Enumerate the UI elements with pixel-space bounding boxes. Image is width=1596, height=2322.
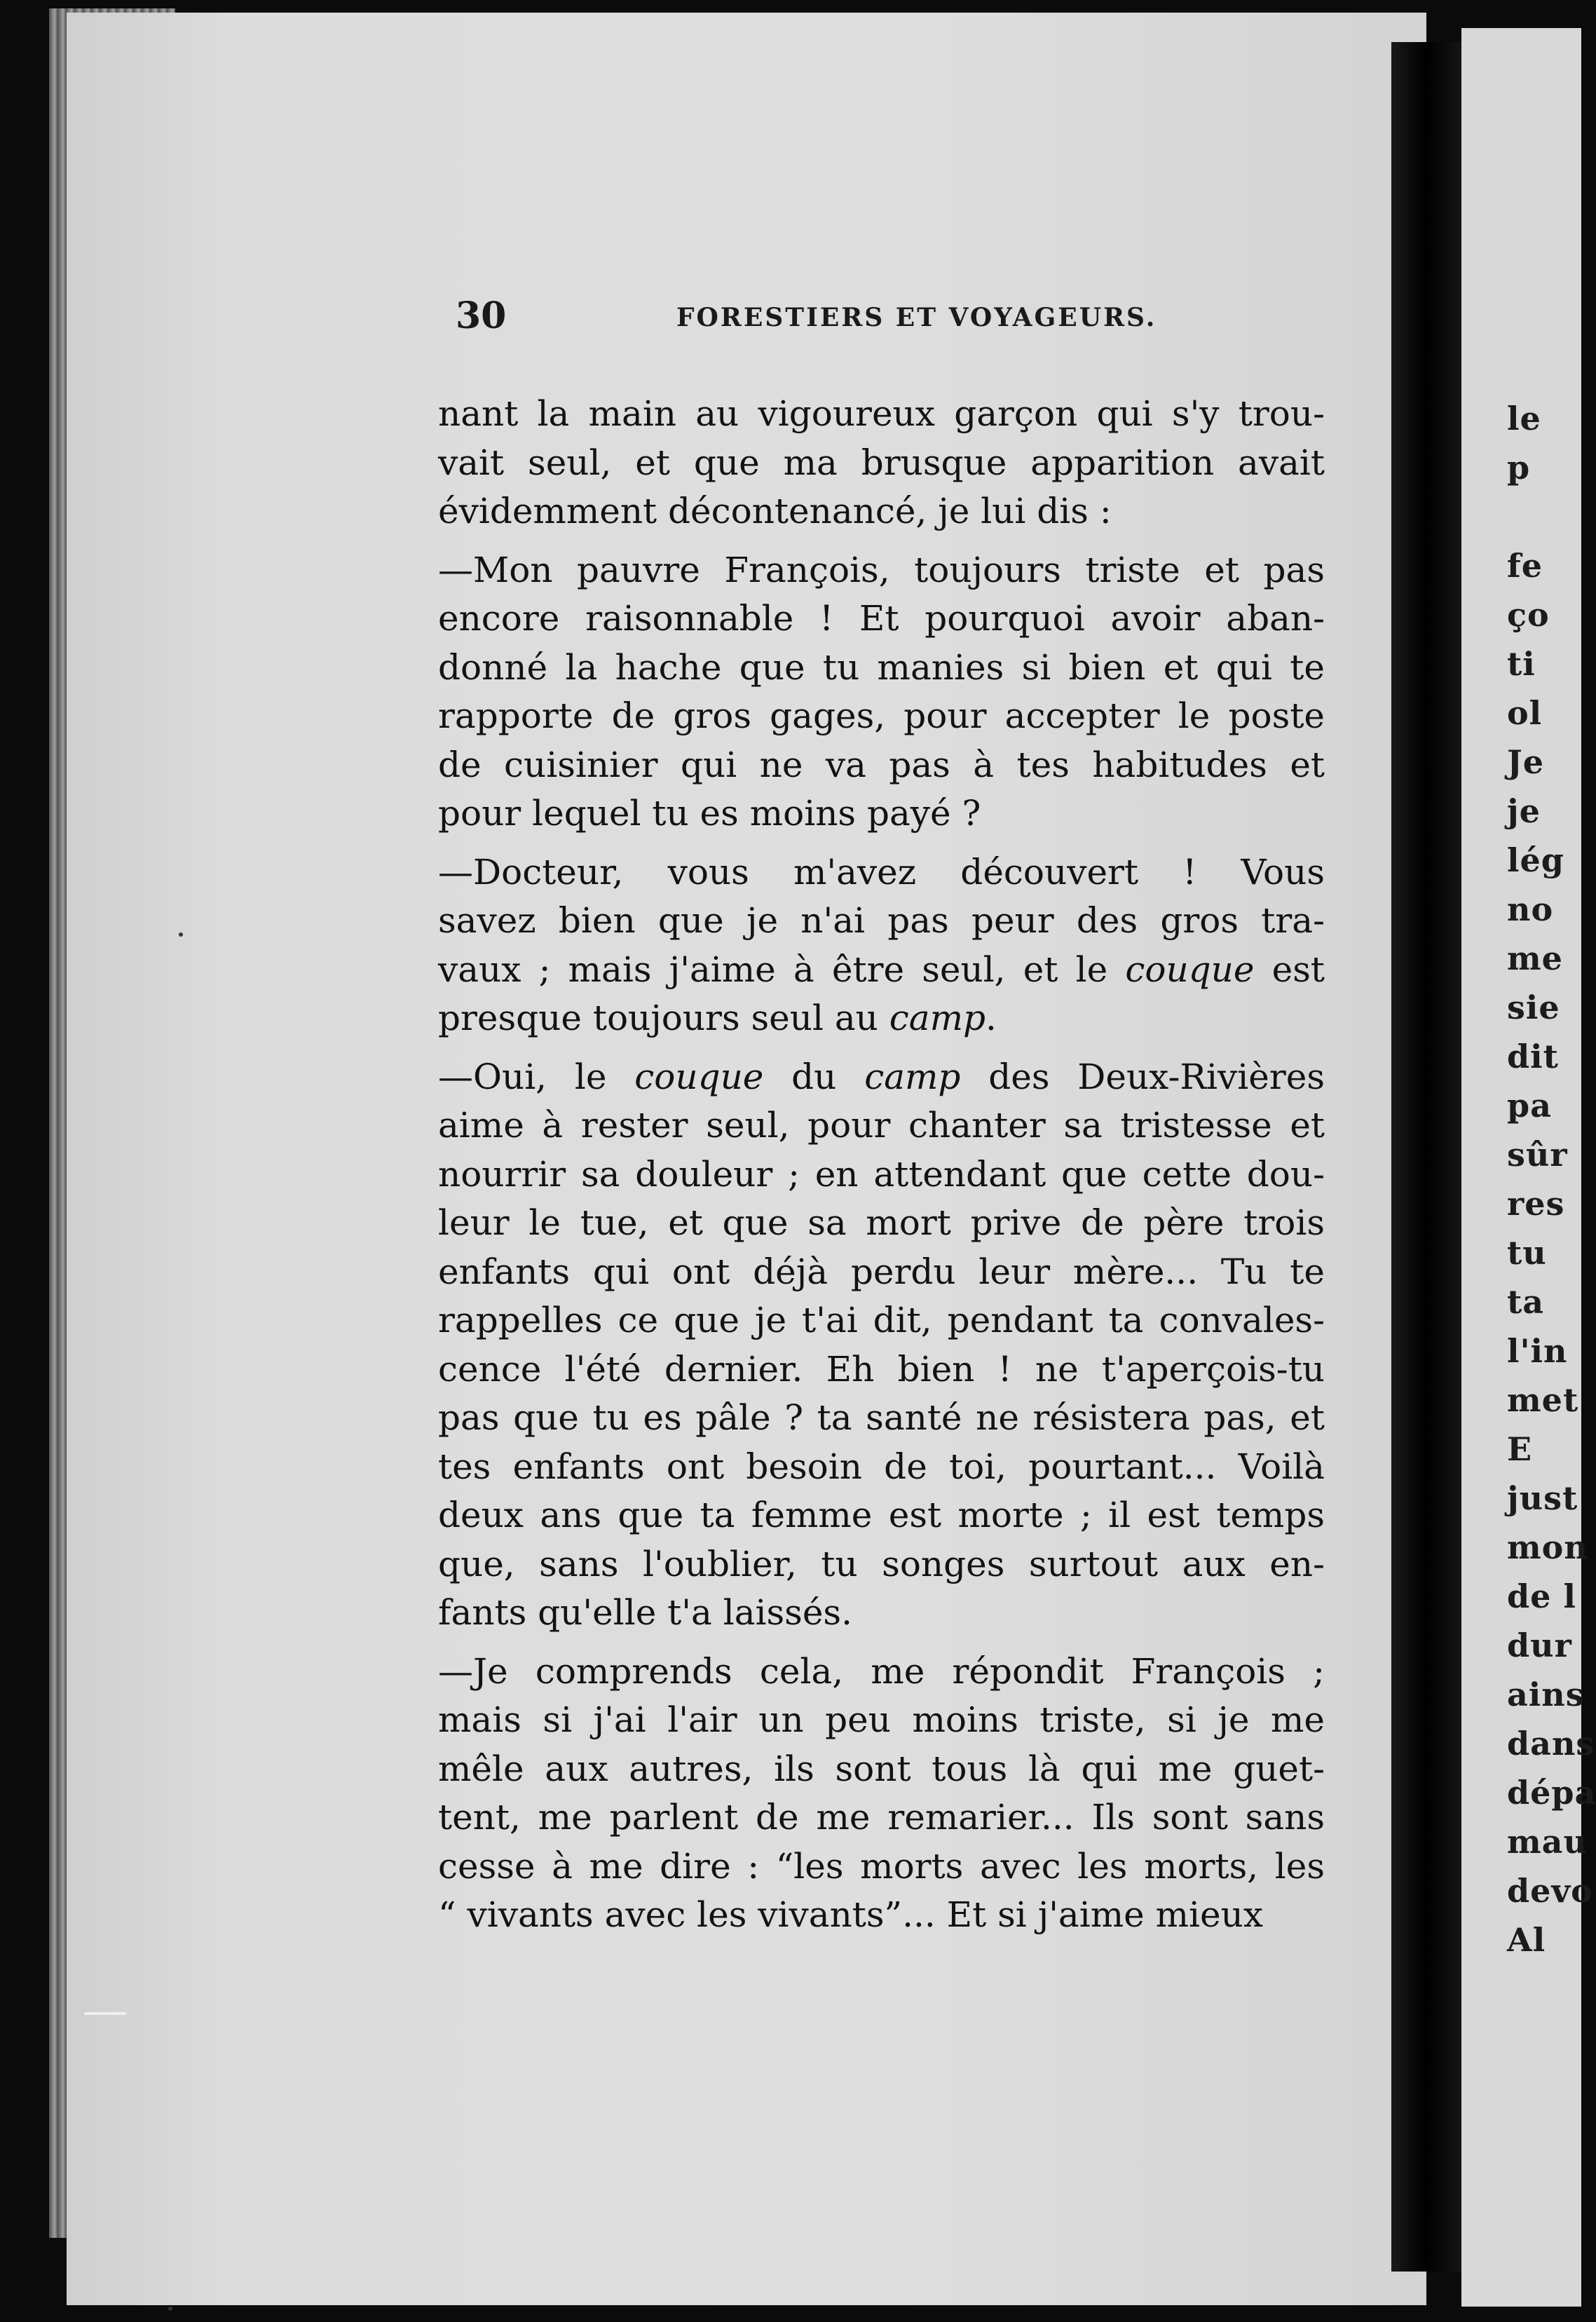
- text-line: savez bien que je n'ai pas peur des gros tra-: [438, 900, 1325, 941]
- facing-page-fragment: sie: [1507, 989, 1560, 1026]
- facing-page-fragment: sûr: [1507, 1136, 1568, 1174]
- text-line: —Docteur, vous m'avez découvert ! Vous: [438, 851, 1325, 892]
- text-line: tes enfants ont besoin de toi, pourtant... Voilà: [438, 1446, 1325, 1487]
- text-line: mêle aux autres, ils sont tous là qui me guet-: [438, 1748, 1325, 1789]
- text-line: —Mon pauvre François, toujours triste et pas: [438, 549, 1325, 590]
- paragraph-gap: [438, 1043, 1325, 1053]
- text-line: leur le tue, et que sa mort prive de père trois: [438, 1202, 1325, 1243]
- facing-page-fragment: Je: [1507, 743, 1545, 781]
- facing-page-fragment: dur: [1507, 1627, 1572, 1664]
- text-line: deux ans que ta femme est morte ; il est temps: [438, 1495, 1325, 1535]
- paragraph-gap: [438, 536, 1325, 546]
- facing-page-fragment: mau: [1507, 1823, 1588, 1861]
- text-line: que, sans l'oublier, tu songes surtout aux en-: [438, 1543, 1325, 1584]
- body-text: [438, 390, 1325, 1940]
- text-line: encore raisonnable ! Et pourquoi avoir aban-: [438, 598, 1325, 639]
- facing-page-fragment: met: [1507, 1381, 1579, 1419]
- facing-page-fragment: devo: [1507, 1872, 1593, 1910]
- page-number: 30: [456, 294, 507, 337]
- text-line: vait seul, et que ma brusque apparition avait: [438, 442, 1325, 483]
- facing-page-fragment: le: [1507, 400, 1541, 437]
- facing-page-fragment: ço: [1507, 596, 1550, 634]
- facing-page-fragment: fe: [1507, 547, 1543, 585]
- facing-page-fragment: de l: [1507, 1577, 1576, 1615]
- facing-page-fragment: res: [1507, 1185, 1565, 1223]
- ink-fleck: [179, 932, 183, 937]
- text-line: évidemment décontenancé, je lui dis :: [438, 491, 1112, 531]
- facing-page-fragment: E: [1507, 1430, 1533, 1468]
- text-line: aime à rester seul, pour chanter sa tristesse et: [438, 1105, 1325, 1146]
- paragraph-gap: [438, 838, 1325, 848]
- text-line: —Oui, le couque du camp des Deux-Rivières: [438, 1056, 1325, 1097]
- text-line: rapporte de gros gages, pour accepter le poste: [438, 695, 1325, 736]
- facing-page-fragment: je: [1507, 792, 1541, 830]
- facing-page-fragment: just: [1507, 1479, 1578, 1517]
- text-line: tent, me parlent de me remarier... Ils sont sans: [438, 1797, 1325, 1838]
- facing-page-fragment: ti: [1507, 645, 1536, 683]
- text-line: rappelles ce que je t'ai dit, pendant ta convales-: [438, 1300, 1325, 1340]
- facing-page-fragment: ol: [1507, 694, 1543, 732]
- text-line: cesse à me dire : “les morts avec les morts, les: [438, 1845, 1325, 1887]
- text-line: presque toujours seul au camp.: [438, 998, 997, 1038]
- text-line: fants qu'elle t'a laissés.: [438, 1592, 852, 1633]
- facing-page-fragment: Al: [1507, 1921, 1546, 1959]
- page-header: [456, 294, 1409, 344]
- facing-page-fragment: me: [1507, 939, 1563, 977]
- facing-page-fragment: lég: [1507, 841, 1564, 879]
- book-gutter: [1391, 42, 1461, 2272]
- ink-fleck: [168, 2307, 172, 2311]
- text-line: cence l'été dernier. Eh bien ! ne t'aperçois-tu: [438, 1348, 1325, 1390]
- text-line: enfants qui ont déjà perdu leur mère... Tu te: [438, 1251, 1325, 1292]
- text-line: “ vivants avec les vivants”... Et si j'aime mieux: [438, 1894, 1264, 1935]
- facing-page-fragment: pa: [1507, 1087, 1552, 1125]
- facing-page-fragment: no: [1507, 890, 1554, 928]
- paragraph-gap: [438, 1638, 1325, 1648]
- facing-page-fragment: ains: [1507, 1676, 1585, 1713]
- scratch-mark: [84, 2012, 126, 2015]
- facing-page-fragment: ta: [1507, 1283, 1545, 1321]
- facing-page-fragment: tu: [1507, 1234, 1547, 1272]
- text-line: de cuisinier qui ne va pas à tes habitudes et: [438, 744, 1325, 785]
- facing-page-fragment: dans: [1507, 1725, 1595, 1763]
- facing-page-fragment: dit: [1507, 1038, 1559, 1075]
- facing-page-fragment: mon: [1507, 1528, 1588, 1566]
- text-line: nant la main au vigoureux garçon qui s'y trou-: [438, 393, 1325, 434]
- text-line: nourrir sa douleur ; en attendant que cette dou-: [438, 1153, 1325, 1195]
- facing-page-fragment: l'in: [1507, 1332, 1568, 1370]
- text-line: —Je comprends cela, me répondit François ;: [438, 1650, 1325, 1692]
- running-title: FORESTIERS ET VOYAGEURS.: [676, 303, 1157, 332]
- text-line: vaux ; mais j'aime à être seul, et le couque est: [438, 949, 1325, 990]
- text-line: mais si j'ai l'air un peu moins triste, si je me: [438, 1699, 1325, 1740]
- text-line: donné la hache que tu manies si bien et qui te: [438, 646, 1325, 688]
- facing-page-fragment: p: [1507, 449, 1531, 487]
- text-line: pour lequel tu es moins payé ?: [438, 793, 981, 834]
- text-line: pas que tu es pâle ? ta santé ne résistera pas, et: [438, 1397, 1325, 1438]
- facing-page-fragment: dépa: [1507, 1774, 1596, 1812]
